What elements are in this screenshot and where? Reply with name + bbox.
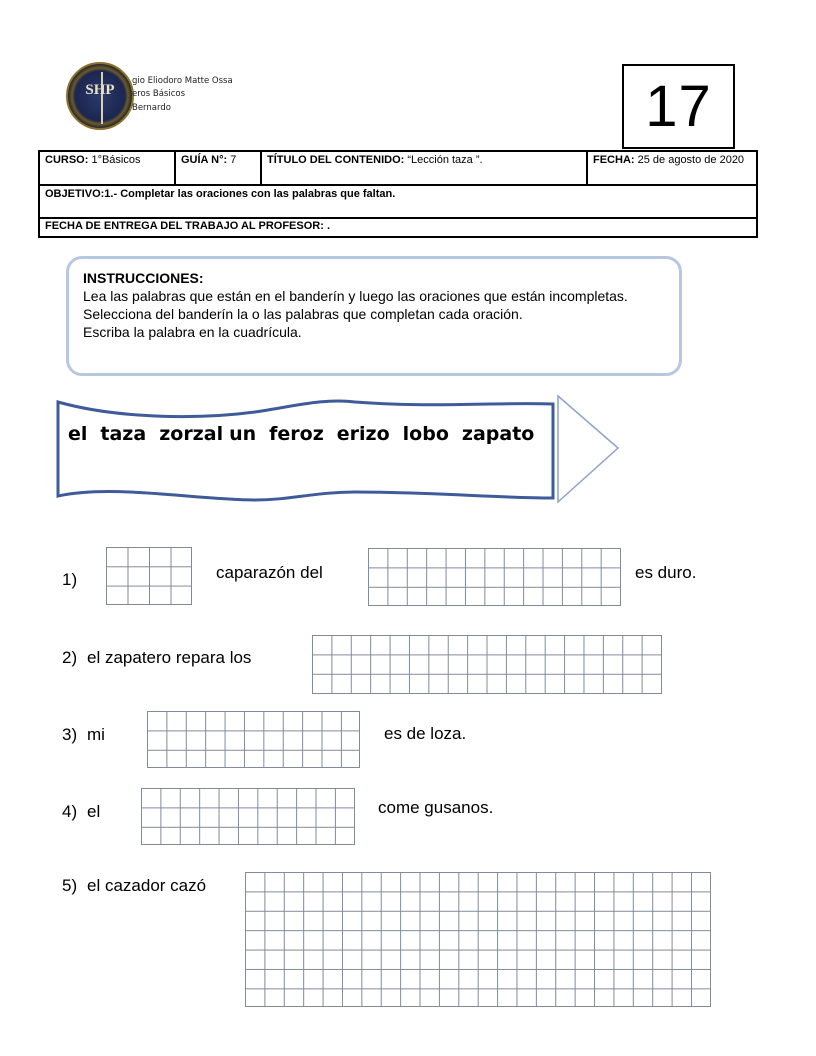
guide-number: 17 — [645, 74, 712, 139]
school-name-line-1: gio Eliodoro Matte Ossa — [132, 76, 233, 86]
exercise-1-grid-b[interactable] — [368, 548, 621, 606]
fecha-cell — [588, 152, 758, 184]
exercise-1-grid-a[interactable] — [106, 547, 192, 605]
exercise-1-middle: caparazón del — [216, 563, 323, 582]
header-table — [38, 150, 758, 238]
instructions-line-1: Lea las palabras que están en el banderín y luego las oraciones que están incompletas. — [83, 288, 628, 304]
exercise-3-start: mi — [87, 725, 105, 744]
instructions-box — [66, 256, 682, 376]
school-name-line-3: Bernardo — [132, 103, 171, 113]
exercise-5-start: el cazador cazó — [87, 876, 207, 895]
curso-label: CURSO: — [45, 154, 89, 166]
exercise-1-number: 1) — [62, 570, 78, 589]
word-bank-item: zorzal — [159, 423, 224, 445]
header-row-1 — [40, 152, 756, 186]
titulo-label: TÍTULO DEL CONTENIDO: — [267, 154, 405, 166]
exercise-5-number: 5) — [62, 876, 78, 895]
exercise-3-number: 3) — [62, 725, 78, 744]
guia-cell — [176, 152, 262, 184]
titulo-cell — [262, 152, 588, 184]
fecha-label: FECHA: — [593, 154, 635, 166]
exercise-3-grid[interactable] — [147, 711, 360, 768]
word-bank-item: lobo — [402, 423, 449, 445]
word-bank-banner — [55, 392, 651, 510]
word-bank-item: feroz — [269, 423, 324, 445]
exercise-4-start: el — [87, 802, 101, 821]
exercise-4-grid[interactable] — [141, 788, 355, 845]
exercise-1-end: es duro. — [635, 563, 697, 582]
guia-label: GUÍA N°: — [181, 154, 228, 166]
fecha-value: 25 de agosto de 2020 — [637, 154, 745, 166]
exercise-5-grid[interactable] — [245, 872, 711, 1007]
guide-number-box — [622, 64, 735, 149]
word-bank-item: zapato — [461, 423, 535, 445]
header-row-2 — [40, 186, 756, 219]
exercise-4-number: 4) — [62, 802, 78, 821]
objetivo-cell — [40, 186, 756, 217]
objetivo-value: 1.- Completar las oraciones con las palabras que faltan. — [104, 188, 396, 200]
curso-cell — [40, 152, 176, 184]
school-name-line-2: eros Básicos — [132, 89, 186, 99]
exercise-2-start: el zapatero repara los — [87, 648, 252, 667]
word-bank-item: el — [68, 423, 88, 445]
header-row-3 — [40, 219, 756, 236]
instructions-line-2: Selecciona del banderín la o las palabras que completan cada oración. — [83, 306, 523, 322]
titulo-value: “Lección taza ”. — [407, 154, 483, 166]
exercise-3-end: es de loza. — [384, 724, 467, 743]
word-bank-item: un — [229, 423, 257, 445]
school-logo — [66, 62, 134, 130]
exercise-4-end: come gusanos. — [378, 798, 494, 817]
entrega-cell: FECHA DE ENTREGA DEL TRABAJO AL PROFESOR: . — [45, 220, 331, 232]
exercise-2-grid[interactable] — [312, 635, 662, 694]
word-bank-item: erizo — [336, 423, 390, 445]
word-bank — [68, 423, 548, 445]
instructions-title: INSTRUCCIONES: — [83, 270, 204, 286]
objetivo-label: OBJETIVO: — [45, 188, 105, 200]
guia-value: 7 — [230, 154, 237, 166]
curso-value: 1°Básicos — [91, 154, 141, 166]
logo-monogram: SHP — [85, 82, 115, 98]
instructions-line-3: Escriba la palabra en la cuadrícula. — [83, 324, 302, 340]
exercise-2-number: 2) — [62, 648, 78, 667]
word-bank-item: taza — [100, 423, 147, 445]
